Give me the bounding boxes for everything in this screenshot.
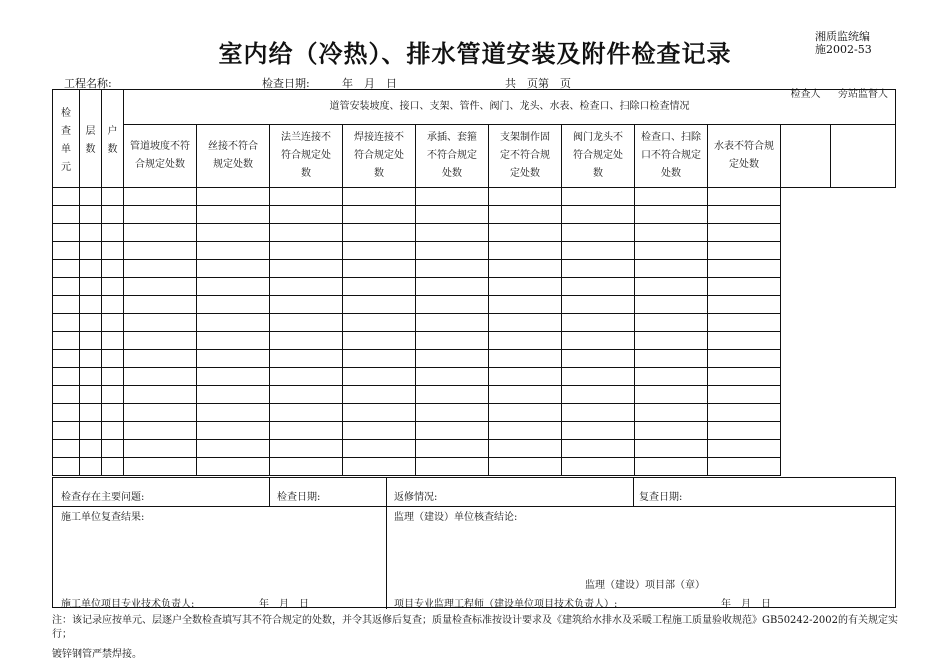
table-row <box>53 440 896 458</box>
table-cell[interactable] <box>489 404 562 422</box>
table-cell[interactable] <box>708 260 781 278</box>
bottom-check-date-label: 检查日期: <box>277 492 321 503</box>
table-cell[interactable] <box>489 350 562 368</box>
table-cell[interactable] <box>562 422 635 440</box>
table-cell[interactable] <box>197 188 270 206</box>
table-cell[interactable] <box>416 242 489 260</box>
table-cell[interactable] <box>416 332 489 350</box>
table-cell[interactable] <box>270 224 343 242</box>
subheader-flange: 法兰连接不符合规定处数 <box>270 125 343 188</box>
table-cell[interactable] <box>562 440 635 458</box>
subheader-valve: 阀门龙头不符合规定处数 <box>562 125 635 188</box>
table-cell[interactable] <box>53 188 80 206</box>
table-cell[interactable] <box>270 260 343 278</box>
table-cell[interactable] <box>80 440 102 458</box>
table-cell[interactable] <box>416 278 489 296</box>
table-cell[interactable] <box>708 206 781 224</box>
table-cell[interactable] <box>416 368 489 386</box>
table-cell[interactable] <box>102 224 124 242</box>
table-cell[interactable] <box>124 332 197 350</box>
table-cell[interactable] <box>562 260 635 278</box>
table-cell[interactable] <box>343 350 416 368</box>
table-cell[interactable] <box>124 206 197 224</box>
table-cell[interactable] <box>53 296 80 314</box>
table-cell[interactable] <box>416 296 489 314</box>
project-name-label: 工程名称: <box>64 77 112 90</box>
table-cell[interactable] <box>80 368 102 386</box>
inspection-table <box>52 89 896 476</box>
table-cell[interactable] <box>489 386 562 404</box>
form-code-line2: 施2002-53 <box>815 43 872 56</box>
table-cell[interactable] <box>53 404 80 422</box>
table-cell[interactable] <box>708 296 781 314</box>
table-cell[interactable] <box>197 368 270 386</box>
table-cell[interactable] <box>80 188 102 206</box>
table-row <box>53 350 896 368</box>
table-cell[interactable] <box>489 296 562 314</box>
table-cell[interactable] <box>53 206 80 224</box>
table-cell[interactable] <box>489 224 562 242</box>
col-floor-header: 层数 <box>80 90 102 188</box>
table-cell[interactable] <box>343 368 416 386</box>
table-cell[interactable] <box>197 278 270 296</box>
supervisor-column <box>831 89 896 188</box>
table-cell[interactable] <box>53 332 80 350</box>
table-cell[interactable] <box>80 458 102 476</box>
table-cell[interactable] <box>102 332 124 350</box>
subheader-meter: 水表不符合规定处数 <box>708 125 781 188</box>
table-row <box>53 188 896 206</box>
table-cell[interactable] <box>708 404 781 422</box>
table-cell[interactable] <box>124 314 197 332</box>
table-cell[interactable] <box>343 314 416 332</box>
table-cell[interactable] <box>708 278 781 296</box>
subheader-slope: 管道坡度不符合规定处数 <box>124 125 197 188</box>
bottom-section <box>52 477 896 608</box>
table-cell[interactable] <box>270 242 343 260</box>
table-cell[interactable] <box>635 422 708 440</box>
table-cell[interactable] <box>635 332 708 350</box>
table-cell[interactable] <box>270 188 343 206</box>
table-cell[interactable] <box>635 350 708 368</box>
table-cell[interactable] <box>635 440 708 458</box>
table-cell[interactable] <box>197 260 270 278</box>
table-cell[interactable] <box>270 206 343 224</box>
table-row <box>53 368 896 386</box>
table-cell[interactable] <box>80 278 102 296</box>
table-cell[interactable] <box>270 404 343 422</box>
table-cell[interactable] <box>53 224 80 242</box>
table-cell[interactable] <box>708 314 781 332</box>
table-cell[interactable] <box>343 260 416 278</box>
divider <box>269 478 270 506</box>
problems-label: 检查存在主要问题: <box>61 492 145 503</box>
table-cell[interactable] <box>197 350 270 368</box>
table-cell[interactable] <box>102 242 124 260</box>
divider <box>53 506 895 507</box>
table-cell[interactable] <box>343 242 416 260</box>
table-cell[interactable] <box>124 242 197 260</box>
table-cell[interactable] <box>53 368 80 386</box>
table-cell[interactable] <box>270 332 343 350</box>
table-cell[interactable] <box>124 296 197 314</box>
table-cell[interactable] <box>102 404 124 422</box>
table-cell[interactable] <box>102 314 124 332</box>
table-cell[interactable] <box>270 440 343 458</box>
table-cell[interactable] <box>562 242 635 260</box>
table-row <box>53 278 896 296</box>
table-cell[interactable] <box>102 206 124 224</box>
table-cell[interactable] <box>635 386 708 404</box>
table-cell[interactable] <box>708 368 781 386</box>
table-cell[interactable] <box>53 314 80 332</box>
table-cell[interactable] <box>489 422 562 440</box>
table-cell[interactable] <box>124 404 197 422</box>
table-cell[interactable] <box>270 350 343 368</box>
table-cell[interactable] <box>489 458 562 476</box>
table-cell[interactable] <box>708 386 781 404</box>
table-cell[interactable] <box>124 278 197 296</box>
table-cell[interactable] <box>80 422 102 440</box>
table-cell[interactable] <box>80 314 102 332</box>
col-supervisor-header: 旁站监督人 <box>838 89 889 100</box>
footnote-line2: 镀锌钢管严禁焊接。 <box>52 649 142 660</box>
table-cell[interactable] <box>562 458 635 476</box>
table-cell[interactable] <box>343 440 416 458</box>
group-header: 道管安装坡度、接口、支架、管件、阀门、龙头、水表、检查口、扫除口检查情况 <box>124 90 896 125</box>
table-cell[interactable] <box>708 332 781 350</box>
table-row <box>53 242 896 260</box>
table-cell[interactable] <box>270 368 343 386</box>
table-cell[interactable] <box>53 278 80 296</box>
table-cell[interactable] <box>53 242 80 260</box>
table-cell[interactable] <box>102 368 124 386</box>
table-cell[interactable] <box>80 350 102 368</box>
table-cell[interactable] <box>708 422 781 440</box>
table-cell[interactable] <box>343 386 416 404</box>
table-cell[interactable] <box>562 224 635 242</box>
table-cell[interactable] <box>635 458 708 476</box>
table-cell[interactable] <box>102 260 124 278</box>
table-cell[interactable] <box>416 224 489 242</box>
col-inspector-header: 检查人 <box>790 89 821 100</box>
table-cell[interactable] <box>416 206 489 224</box>
table-cell[interactable] <box>416 350 489 368</box>
table-cell[interactable] <box>416 404 489 422</box>
table-cell[interactable] <box>489 260 562 278</box>
table-cell[interactable] <box>562 368 635 386</box>
col-unit-header: 检查单元 <box>53 90 80 188</box>
table-cell[interactable] <box>124 440 197 458</box>
table-cell[interactable] <box>53 458 80 476</box>
table-cell[interactable] <box>124 260 197 278</box>
table-cell[interactable] <box>489 314 562 332</box>
table-cell[interactable] <box>124 224 197 242</box>
table-cell[interactable] <box>635 188 708 206</box>
table-cell[interactable] <box>80 404 102 422</box>
table-cell[interactable] <box>102 422 124 440</box>
table-cell[interactable] <box>124 368 197 386</box>
table-cell[interactable] <box>489 206 562 224</box>
table-cell[interactable] <box>53 422 80 440</box>
table-row <box>53 422 896 440</box>
table-cell[interactable] <box>635 314 708 332</box>
table-cell[interactable] <box>197 296 270 314</box>
table-cell[interactable] <box>343 404 416 422</box>
table-cell[interactable] <box>197 458 270 476</box>
table-cell[interactable] <box>80 386 102 404</box>
supervision-dept-stamp: 监理（建设）项目部（章） <box>585 580 705 591</box>
subheader-socket: 承插、套箍不符合规定处数 <box>416 125 489 188</box>
inspector-column <box>781 89 831 188</box>
table-cell[interactable] <box>80 206 102 224</box>
table-cell[interactable] <box>635 404 708 422</box>
table-cell[interactable] <box>635 278 708 296</box>
recheck-date-label: 复查日期: <box>639 492 683 503</box>
table-cell[interactable] <box>635 206 708 224</box>
table-cell[interactable] <box>80 242 102 260</box>
table-cell[interactable] <box>635 368 708 386</box>
table-cell[interactable] <box>562 332 635 350</box>
table-cell[interactable] <box>635 260 708 278</box>
rework-label: 返修情况: <box>394 492 438 503</box>
table-cell[interactable] <box>124 422 197 440</box>
table-cell[interactable] <box>416 422 489 440</box>
table-cell[interactable] <box>562 206 635 224</box>
table-cell[interactable] <box>343 332 416 350</box>
table-cell[interactable] <box>562 278 635 296</box>
table-cell[interactable] <box>489 332 562 350</box>
table-cell[interactable] <box>197 224 270 242</box>
table-cell[interactable] <box>708 224 781 242</box>
table-cell[interactable] <box>562 314 635 332</box>
table-cell[interactable] <box>489 278 562 296</box>
table-cell[interactable] <box>708 458 781 476</box>
table-cell[interactable] <box>197 206 270 224</box>
table-cell[interactable] <box>343 224 416 242</box>
table-row <box>53 458 896 476</box>
footnote <box>52 612 902 662</box>
table-cell[interactable] <box>416 314 489 332</box>
table-cell[interactable] <box>270 278 343 296</box>
table-cell[interactable] <box>197 422 270 440</box>
table-cell[interactable] <box>343 188 416 206</box>
table-cell[interactable] <box>708 188 781 206</box>
table-cell[interactable] <box>343 422 416 440</box>
table-cell[interactable] <box>562 188 635 206</box>
table-cell[interactable] <box>343 458 416 476</box>
table-cell[interactable] <box>53 350 80 368</box>
table-cell[interactable] <box>708 440 781 458</box>
table-cell[interactable] <box>270 422 343 440</box>
table-cell[interactable] <box>270 458 343 476</box>
table-cell[interactable] <box>124 386 197 404</box>
footnote-line1: 注：该记录应按单元、层逐户全数检查填写其不符合规定的处数，并令其返修后复查；质量检查标准按设计要求及《建筑给水排水及采暖工程施工质量验收规范》GB50242-2002的有关规定实行； <box>52 615 898 640</box>
table-cell[interactable] <box>197 332 270 350</box>
table-cell[interactable] <box>102 350 124 368</box>
page-title: 室内给（冷热）、排水管道安装及附件检查记录 <box>218 39 732 68</box>
table-cell[interactable] <box>53 260 80 278</box>
table-row <box>53 404 896 422</box>
table-cell[interactable] <box>416 188 489 206</box>
check-date-label: 检查日期: <box>262 77 310 90</box>
table-cell[interactable] <box>270 296 343 314</box>
table-cell[interactable] <box>80 332 102 350</box>
subheader-threaded: 丝接不符合规定处数 <box>197 125 270 188</box>
table-cell[interactable] <box>197 386 270 404</box>
supervision-conclusion-label: 监理（建设）单位核查结论: <box>394 512 518 523</box>
table-cell[interactable] <box>80 224 102 242</box>
table-cell[interactable] <box>343 278 416 296</box>
supervisor-date: 年 月 日 <box>721 599 771 610</box>
table-cell[interactable] <box>489 188 562 206</box>
subheader-weld: 焊接连接不符合规定处数 <box>343 125 416 188</box>
table-cell[interactable] <box>197 404 270 422</box>
table-cell[interactable] <box>80 296 102 314</box>
table-cell[interactable] <box>53 440 80 458</box>
subheader-cleanout: 检查口、扫除口不符合规定处数 <box>635 125 708 188</box>
table-cell[interactable] <box>102 296 124 314</box>
table-cell[interactable] <box>102 458 124 476</box>
table-cell[interactable] <box>80 260 102 278</box>
table-cell[interactable] <box>562 350 635 368</box>
col-household-header: 户数 <box>102 90 124 188</box>
table-cell[interactable] <box>562 404 635 422</box>
table-cell[interactable] <box>343 296 416 314</box>
page-info: 共 页第 页 <box>505 77 571 90</box>
subheader-support: 支架制作固定不符合规定处数 <box>489 125 562 188</box>
table-row <box>53 314 896 332</box>
table-row <box>53 332 896 350</box>
check-date-fields: 年 月 日 <box>342 77 397 90</box>
table-cell[interactable] <box>197 242 270 260</box>
table-cell[interactable] <box>124 350 197 368</box>
table-cell[interactable] <box>102 386 124 404</box>
table-row <box>53 296 896 314</box>
table-cell[interactable] <box>102 188 124 206</box>
table-cell[interactable] <box>708 242 781 260</box>
form-code-line1: 湘质监统编 <box>815 30 870 43</box>
table-cell[interactable] <box>489 242 562 260</box>
table-cell[interactable] <box>562 296 635 314</box>
contractor-date: 年 月 日 <box>259 599 309 610</box>
table-cell[interactable] <box>197 314 270 332</box>
table-cell[interactable] <box>416 440 489 458</box>
divider <box>386 478 387 609</box>
table-cell[interactable] <box>53 386 80 404</box>
table-row <box>53 224 896 242</box>
table-cell[interactable] <box>124 188 197 206</box>
table-cell[interactable] <box>416 386 489 404</box>
table-cell[interactable] <box>197 440 270 458</box>
table-cell[interactable] <box>635 224 708 242</box>
table-cell[interactable] <box>562 386 635 404</box>
table-cell[interactable] <box>270 386 343 404</box>
table-cell[interactable] <box>102 440 124 458</box>
supervisor-engineer-label: 项目专业监理工程师（建设单位项目技术负责人）: <box>394 599 618 610</box>
table-cell[interactable] <box>124 458 197 476</box>
sub-header-row <box>53 125 896 188</box>
table-cell[interactable] <box>416 458 489 476</box>
divider <box>633 478 634 506</box>
table-cell[interactable] <box>489 368 562 386</box>
table-row <box>53 206 896 224</box>
table-cell[interactable] <box>635 296 708 314</box>
table-cell[interactable] <box>416 260 489 278</box>
table-row <box>53 260 896 278</box>
table-cell[interactable] <box>708 350 781 368</box>
table-row <box>53 386 896 404</box>
table-cell[interactable] <box>102 278 124 296</box>
table-cell[interactable] <box>489 440 562 458</box>
contractor-result-label: 施工单位复查结果: <box>61 512 145 523</box>
table-cell[interactable] <box>635 242 708 260</box>
table-cell[interactable] <box>270 314 343 332</box>
contractor-tech-label: 施工单位项目专业技术负责人: <box>61 599 195 610</box>
table-cell[interactable] <box>343 206 416 224</box>
